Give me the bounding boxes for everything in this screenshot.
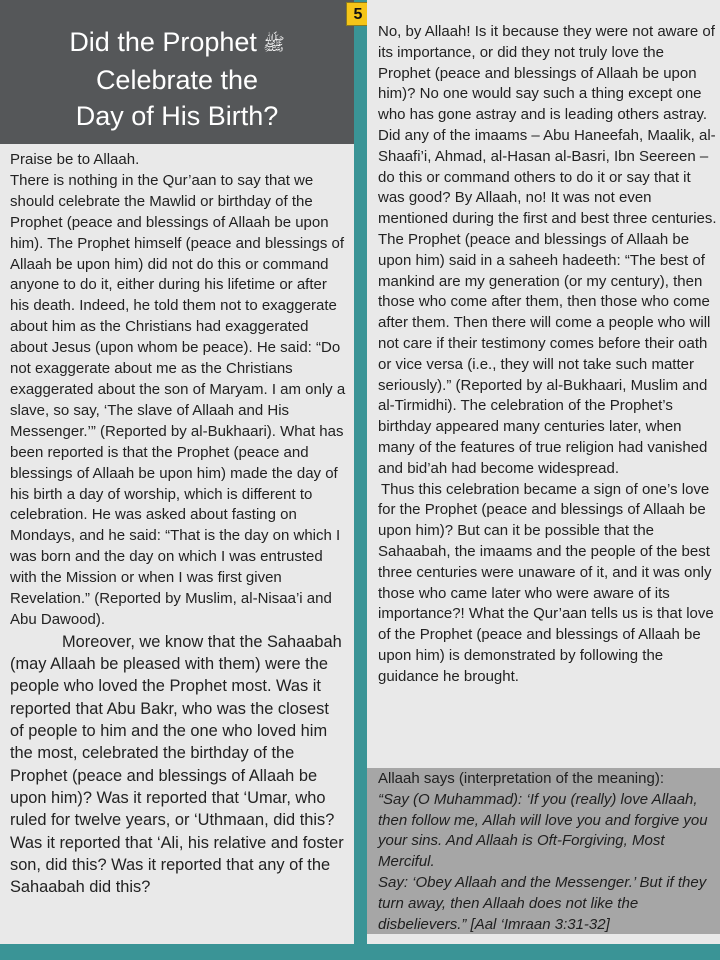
honorific-mark: ﷺ	[262, 33, 285, 54]
right-paragraph-3: Thus this celebration became a sign of one’s love for the Prophet (peace and blessings of Allaah be upon him)? But can it be possible that the Sahaabah, the imaams and the people of the best three centuries were unaware of it, and it was only those who came later who were aware of its importance?! What the Qur’aan tells us is that love of the Prophet (peace and blessings of Allaah be upon him) is demonstrated by following the guidance he brought.	[378, 480, 714, 685]
page-number-badge: 5	[346, 2, 370, 26]
left-paragraph-3-text: Moreover, we know that the Sahaabah (may Allaah be pleased with them) were the people who loved the Prophet most. Was it reported that Abu Bakr, who was the closest of people to him and the one who loved him the most, celebrated the birthday of the Prophet (peace and blessings of Allaah be upon him)? Was it reported that ‘Umar, who ruled for twelve years, or ‘Uthmaan, did this? Was it reported that ‘Ali, his relative and foster son, did this? Was it reported that any of the Sahaabah did this?	[10, 632, 344, 897]
right-body	[378, 22, 718, 688]
quote-intro: Allaah says (interpretation of the meaning):	[378, 770, 664, 787]
quote-verse-1: “Say (O Muhammad): ‘If you (really) love Allaah, then follow me, Allah will love you and forgive you your sins. And Allaah is Oft-Forgiving, Most Merciful.	[378, 790, 708, 871]
title-line-1-text: Did the Prophet	[69, 27, 257, 57]
left-body	[10, 150, 346, 898]
quran-quote-box	[367, 768, 720, 934]
left-column	[0, 0, 354, 944]
left-paragraph-2: There is nothing in the Qur’aan to say that we should celebrate the Mawlid or birthday of the Prophet (peace and blessings of Allaah be upon him). The Prophet himself (peace and blessings of Allaah be upon him) did not do this or command anyone to do it, either during his lifetime or after his death. Indeed, he told them not to exaggerate about him as the Christians had exaggerated about Jesus (upon whom be peace). He said: “Do not exaggerate about me as the Christians exaggerated about the son of Maryam. I am only a slave, so say, ‘The slave of Allaah and His Messenger.’” (Reported by al-Bukhaari). What has been reported is that the Prophet (peace and blessings of Allaah be upon him) made the day of his birth a day of worship, which is different to celebration. He was asked about fasting on Mondays, and he said: “That is the day on which I was born and the day on which I was entrusted with the Mission or when I was first given Revelation.” (Reported by Muslim, al-Nisaa’i and Abu Dawood).	[10, 171, 346, 628]
right-paragraph-2: Did any of the imaams – Abu Haneefah, Maalik, al-Shaafi’i, Ahmad, al-Hasan al-Basri, Ibn Seereen – do this or command others to do it or say that it was good? By Allaah, no! It was not even mentioned during the first and best three centuries. The Prophet (peace and blessings of Allaah be upon him) said in a saheeh hadeeth: “The best of mankind are my generation (or my century), then those who come after them, then those who come after them. Then there will come a people who will not care if their testimony comes before their oath or vice versa (i.e., they will not take such matter seriously).” (Reported by al-Bukhaari, Muslim and al-Tirmidhi). The celebration of the Prophet’s birthday appeared many centuries later, when many of the features of true religion had vanished and bid’ah had become widespread.	[378, 126, 717, 477]
title-line-3: Day of His Birth?	[75, 100, 279, 131]
title-box	[0, 0, 354, 144]
left-paragraph-1: Praise be to Allaah.	[10, 151, 140, 168]
right-paragraph-1: No, by Allaah! Is it because they were not aware of its importance, or did they not truly love the Prophet (peace and blessings of Allaah be upon him)? No one would say such a thing except one who has gone astray and is leading others astray.	[378, 23, 715, 124]
title-line-2: Celebrate the	[95, 64, 259, 95]
quote-verse-2: Say: ‘Obey Allaah and the Messenger.’ But if they turn away, then Allaah does not like the disbelievers.” [Aal ‘Imraan 3:31-32]	[378, 873, 707, 933]
left-paragraph-3	[10, 631, 346, 899]
right-column	[367, 0, 720, 944]
title-line-1	[0, 24, 354, 62]
